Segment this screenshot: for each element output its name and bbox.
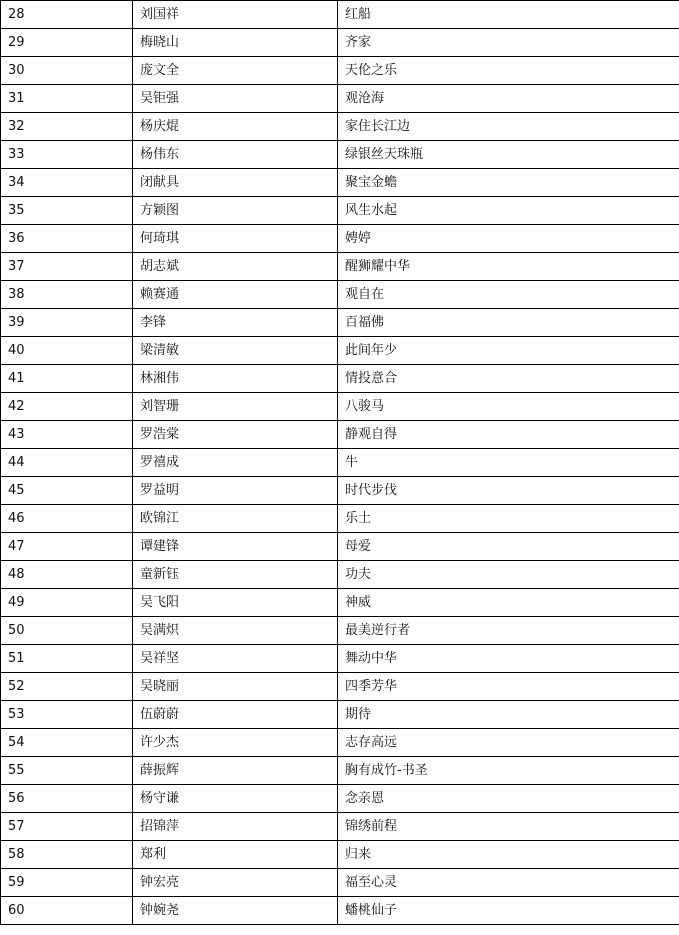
work-title-cell: 天伦之乐 — [338, 57, 679, 85]
name-cell: 闭献具 — [133, 169, 338, 197]
row-number-cell: 36 — [1, 225, 133, 253]
table-row — [1, 85, 679, 113]
work-title-cell: 家住长江边 — [338, 113, 679, 141]
work-title-cell: 观沧海 — [338, 85, 679, 113]
row-number-cell: 45 — [1, 477, 133, 505]
work-title-cell: 锦绣前程 — [338, 813, 679, 841]
name-cell: 罗禧成 — [133, 449, 338, 477]
table-row — [1, 225, 679, 253]
table-row — [1, 561, 679, 589]
work-title-cell: 志存高远 — [338, 729, 679, 757]
work-title-cell: 绿银丝天珠瓶 — [338, 141, 679, 169]
name-cell: 罗浩棠 — [133, 421, 338, 449]
table-row — [1, 29, 679, 57]
work-title-cell: 福至心灵 — [338, 869, 679, 897]
name-cell: 薛振辉 — [133, 757, 338, 785]
work-title-cell: 娉婷 — [338, 225, 679, 253]
row-number-cell: 47 — [1, 533, 133, 561]
name-cell: 刘国祥 — [133, 1, 338, 29]
work-title-cell: 静观自得 — [338, 421, 679, 449]
row-number-cell: 59 — [1, 869, 133, 897]
table-row — [1, 897, 679, 925]
table-row — [1, 729, 679, 757]
table-row — [1, 505, 679, 533]
row-number-cell: 57 — [1, 813, 133, 841]
row-number-cell: 29 — [1, 29, 133, 57]
row-number-cell: 56 — [1, 785, 133, 813]
row-number-cell: 32 — [1, 113, 133, 141]
work-title-cell: 百福佛 — [338, 309, 679, 337]
table-row — [1, 869, 679, 897]
table-row — [1, 589, 679, 617]
row-number-cell: 33 — [1, 141, 133, 169]
row-number-cell: 51 — [1, 645, 133, 673]
row-number-cell: 43 — [1, 421, 133, 449]
row-number-cell: 42 — [1, 393, 133, 421]
table-row — [1, 309, 679, 337]
row-number-cell: 39 — [1, 309, 133, 337]
table-row — [1, 197, 679, 225]
work-title-cell: 功夫 — [338, 561, 679, 589]
name-cell: 谭建锋 — [133, 533, 338, 561]
table-row — [1, 281, 679, 309]
work-title-cell: 归来 — [338, 841, 679, 869]
table-row — [1, 841, 679, 869]
name-cell: 杨庆焜 — [133, 113, 338, 141]
name-cell: 许少杰 — [133, 729, 338, 757]
name-cell: 胡志斌 — [133, 253, 338, 281]
entries-table-body — [1, 1, 679, 925]
table-row — [1, 645, 679, 673]
work-title-cell: 神威 — [338, 589, 679, 617]
name-cell: 钟婉尧 — [133, 897, 338, 925]
name-cell: 吴满炽 — [133, 617, 338, 645]
name-cell: 郑利 — [133, 841, 338, 869]
work-title-cell: 情投意合 — [338, 365, 679, 393]
name-cell: 赖赛通 — [133, 281, 338, 309]
work-title-cell: 四季芳华 — [338, 673, 679, 701]
work-title-cell: 蟠桃仙子 — [338, 897, 679, 925]
work-title-cell: 八骏马 — [338, 393, 679, 421]
name-cell: 吴钜强 — [133, 85, 338, 113]
name-cell: 伍蔚蔚 — [133, 701, 338, 729]
work-title-cell: 观自在 — [338, 281, 679, 309]
table-row — [1, 617, 679, 645]
table-row — [1, 141, 679, 169]
work-title-cell: 此间年少 — [338, 337, 679, 365]
name-cell: 吴飞阳 — [133, 589, 338, 617]
work-title-cell: 母爱 — [338, 533, 679, 561]
table-row — [1, 449, 679, 477]
name-cell: 吴晓丽 — [133, 673, 338, 701]
table-row — [1, 57, 679, 85]
work-title-cell: 乐土 — [338, 505, 679, 533]
name-cell: 梁清敏 — [133, 337, 338, 365]
work-title-cell: 舞动中华 — [338, 645, 679, 673]
row-number-cell: 35 — [1, 197, 133, 225]
table-row — [1, 757, 679, 785]
table-row — [1, 365, 679, 393]
row-number-cell: 44 — [1, 449, 133, 477]
table-row — [1, 337, 679, 365]
name-cell: 招锦萍 — [133, 813, 338, 841]
work-title-cell: 念亲恩 — [338, 785, 679, 813]
name-cell: 方颖图 — [133, 197, 338, 225]
row-number-cell: 46 — [1, 505, 133, 533]
row-number-cell: 53 — [1, 701, 133, 729]
name-cell: 庞文全 — [133, 57, 338, 85]
row-number-cell: 52 — [1, 673, 133, 701]
row-number-cell: 31 — [1, 85, 133, 113]
name-cell: 童新钰 — [133, 561, 338, 589]
row-number-cell: 48 — [1, 561, 133, 589]
work-title-cell: 风生水起 — [338, 197, 679, 225]
name-cell: 钟宏亮 — [133, 869, 338, 897]
name-cell: 吴祥坚 — [133, 645, 338, 673]
row-number-cell: 30 — [1, 57, 133, 85]
table-row — [1, 113, 679, 141]
table-row — [1, 701, 679, 729]
work-title-cell: 红船 — [338, 1, 679, 29]
name-cell: 杨守谦 — [133, 785, 338, 813]
work-title-cell: 聚宝金蟾 — [338, 169, 679, 197]
table-row — [1, 421, 679, 449]
table-row — [1, 477, 679, 505]
row-number-cell: 41 — [1, 365, 133, 393]
work-title-cell: 最美逆行者 — [338, 617, 679, 645]
work-title-cell: 醒狮耀中华 — [338, 253, 679, 281]
work-title-cell: 胸有成竹-书圣 — [338, 757, 679, 785]
table-row — [1, 533, 679, 561]
work-title-cell: 齐家 — [338, 29, 679, 57]
row-number-cell: 49 — [1, 589, 133, 617]
name-cell: 梅晓山 — [133, 29, 338, 57]
name-cell: 林湘伟 — [133, 365, 338, 393]
row-number-cell: 54 — [1, 729, 133, 757]
name-cell: 刘智珊 — [133, 393, 338, 421]
table-row — [1, 169, 679, 197]
table-row — [1, 785, 679, 813]
name-cell: 李锋 — [133, 309, 338, 337]
name-cell: 罗益明 — [133, 477, 338, 505]
table-row — [1, 673, 679, 701]
row-number-cell: 58 — [1, 841, 133, 869]
row-number-cell: 50 — [1, 617, 133, 645]
row-number-cell: 60 — [1, 897, 133, 925]
table-row — [1, 393, 679, 421]
name-cell: 何琦琪 — [133, 225, 338, 253]
row-number-cell: 55 — [1, 757, 133, 785]
row-number-cell: 37 — [1, 253, 133, 281]
work-title-cell: 期待 — [338, 701, 679, 729]
table-row — [1, 813, 679, 841]
table-row — [1, 253, 679, 281]
work-title-cell: 牛 — [338, 449, 679, 477]
work-title-cell: 时代步伐 — [338, 477, 679, 505]
row-number-cell: 28 — [1, 1, 133, 29]
row-number-cell: 38 — [1, 281, 133, 309]
name-cell: 欧锦江 — [133, 505, 338, 533]
table-row — [1, 1, 679, 29]
name-cell: 杨伟东 — [133, 141, 338, 169]
row-number-cell: 40 — [1, 337, 133, 365]
row-number-cell: 34 — [1, 169, 133, 197]
